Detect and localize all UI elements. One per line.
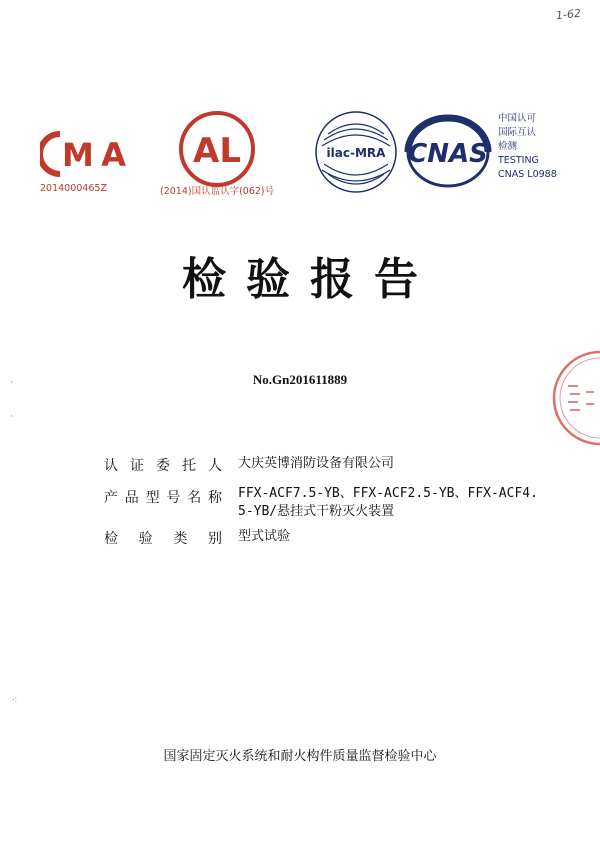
cnas-line: TESTING: [498, 155, 539, 166]
cnas-logo: [400, 114, 496, 190]
margin-mark: ⁖: [12, 696, 18, 706]
issuing-institution: 国家固定灭火系统和耐火构件质量监督检验中心: [163, 749, 437, 764]
handwritten-page-mark: 1-62: [555, 6, 582, 23]
cma-number: 2014000465Z: [40, 183, 107, 194]
field-value-client: 大庆英博消防设备有限公司: [238, 456, 395, 471]
cnas-accreditation-text: [498, 112, 557, 182]
cal-number: (2014)国认监认字(062)号: [160, 186, 275, 197]
ilac-mra-logo: [314, 110, 398, 194]
cma-logo: [40, 128, 132, 180]
cnas-line: CNAS L0988: [498, 169, 557, 180]
document-title: 检验报告: [182, 254, 438, 305]
margin-mark: ·: [10, 412, 13, 422]
field-label-client: 认证委托人: [104, 458, 222, 474]
margin-mark: ·: [10, 378, 13, 388]
field-label-product: 产品型号名称: [104, 490, 222, 506]
official-seal: [548, 348, 600, 448]
cnas-line: 国际互认: [498, 127, 537, 138]
field-value-product: FFX-ACF7.5-YB、FFX-ACF2.5-YB、FFX-ACF4.5-YB/悬挂式干粉灭火装置: [238, 486, 538, 519]
field-value-test-type: 型式试验: [238, 529, 291, 544]
field-label-test-type: 检验类别: [104, 531, 222, 547]
ilac-mra-text: ilac-MRA: [326, 146, 386, 160]
cnas-line: 检测: [498, 141, 518, 152]
cal-logo-text: AL: [193, 131, 241, 171]
cal-logo: [178, 110, 256, 188]
cnas-line: 中国认可: [498, 113, 537, 124]
cnas-logo-text: CNAS: [408, 139, 488, 169]
cma-logo-text: MA: [62, 136, 126, 174]
report-number: No.Gn201611889: [252, 372, 348, 387]
